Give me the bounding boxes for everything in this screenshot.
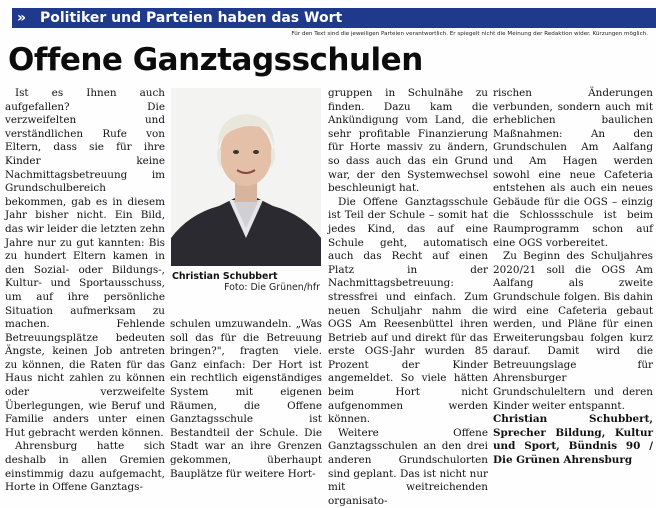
paragraph: gruppen in Schulnähe zu finden. Dazu kam die Ankündigung vom Land, die sehr profitable Finanzierung für Horte massiv zu ändern, so dass auch das ein Grund war, der den Systemwechsel beschleunigt hat. [328,87,488,195]
paragraph: schulen umzuwandeln. „Was soll das für die Betreuung bringen?", fragten viele. Ganz einfach: Der Hort ist ein rechtlich eigenständiges System mit eigenen Räumen, die Offene Ganztagsschule ist Bestandteil der Schule. Die Stadt war an ihre Grenzen gekommen, überhaupt Bauplätze für weitere Hort- [170,318,322,480]
paragraph: Zu Beginn des Schuljahres 2020/21 soll die OGS Am Aalfang als zweite Grundschule folgen. Bis dahin wird eine Cafeteria gebaut werden, und Pläne für einen Erweiterungsbau folgen kurz darauf. Damit wird die Betreuungslage für Ahrensburger Grundschuleltern und deren Kinder weiter entspannt. [493,250,653,412]
section-header-bar [12,8,656,28]
headline: Offene Ganztagsschulen [8,42,423,78]
disclaimer: Für den Text sind die jeweiligen Parteien verantwortlich. Er spiegelt nicht die Meinung der Redaktion wider. Kürzungen möglich. [291,31,648,37]
article-column-4 [493,87,653,467]
photo-caption-name: Christian Schubbert [172,271,278,282]
paragraph: Ahrensburg hatte sich deshalb in allen Gremien einstimmig dazu aufgemacht, Horte in Offene Ganztags- [5,440,165,494]
section-title: Politiker und Parteien haben das Wort [40,10,343,26]
double-chevron-icon: » [17,10,27,26]
article-column-1 [5,87,165,494]
paragraph: Die Offene Ganztagsschule ist Teil der Schule – somit hat jedes Kind, das auf eine Schule geht, automatisch auch das Recht auf einen Platz in der Nachmittagsbetreuung: stressfrei und einfach. Zum neuen Schuljahr nahm die OGS Am Reesenbüttel ihren Betrieb auf und direkt für das erste OGS-Jahr wurden 85 Prozent der Kinder angemeldet. So viele hätten beim Hort nicht aufgenommen werden können. [328,195,488,426]
article-column-3 [328,87,488,507]
paragraph: Ist es Ihnen auch aufgefallen? Die verzweifelten und verständlichen Rufe von Eltern, dass sie für ihre Kinder keine Nachmittagsbetreuung im Grundschulbereich bekommen, gab es in diesem Jahr bisher nicht. Ein Bild, das wir leider die letzten zehn Jahre nur zu gut kannten: Bis zu hundert Eltern kamen in den Sozial- oder Bildungs-, Kultur- und Sportausschuss, um auf ihre persönliche Situation aufmerksam zu machen. Fehlende Betreuungsplätze bedeuten Ängste, keinen Job antreten zu können, die Raten für das Haus nicht zahlen zu können oder verzweifelte Überlegungen, wie Beruf und Familie anders unter einen Hut gebracht werden können. [5,87,165,439]
portrait-photo [171,88,321,266]
photo-credit: Foto: Die Grünen/hfr [224,282,320,293]
paragraph: Weitere Offene Ganztagsschulen an den drei anderen Grundschulorten sind geplant. Das ist nicht nur mit weitreichenden organisato- [328,426,488,507]
author-signature: Christian Schubbert, Sprecher Bildung, Kultur und Sport, Bündnis 90 / Die Grünen Ahrensburg [493,413,653,467]
article-column-2 [170,318,322,480]
portrait-illustration [171,88,321,266]
paragraph: rischen Änderungen verbunden, sondern auch mit erheblichen baulichen Maßnahmen: An den Grundschulen Am Aalfang und Am Hagen werden sowohl eine neue Cafeteria entstehen als auch ein neues Gebäude für die OGS – einzig die Schlossschule ist beim Raumprogramm schon auf eine OGS vorbereitet. [493,87,653,249]
